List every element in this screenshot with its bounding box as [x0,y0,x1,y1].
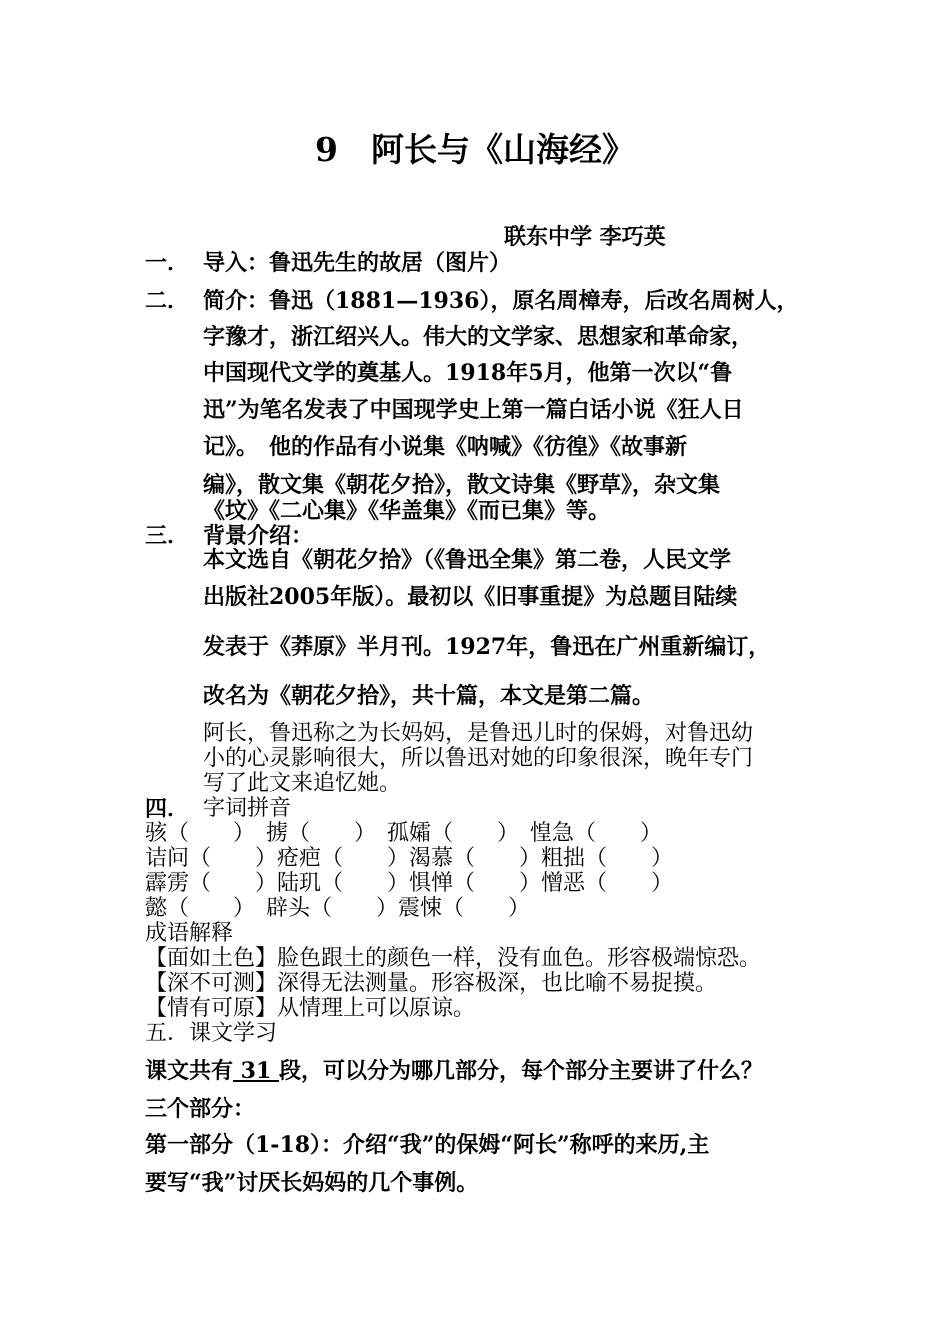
section-3-heading: 背景介绍： [203,523,314,549]
section-3-number: 三． [145,523,190,549]
section-4-number: 四． [145,796,190,822]
pinyin-row: 懿（ ） 辟头（ ）震悚（ ） [145,896,531,921]
background-line: 发表于《莽原》半月刊。1927年，鲁迅在广州重新编订， [203,634,771,660]
idiom-line: 【深不可测】深得无法测量。形容极深，也比喻不易捉摸。 [145,971,718,996]
section-5-heading: 五．课文学习 [145,1021,278,1046]
paragraph-count: 31 [233,1058,279,1084]
section-1-number: 一． [145,250,190,276]
intro-line: 编》，散文集《朝花夕拾》，散文诗集《野草》，杂文集 [203,472,721,498]
idiom-line: 【面如土色】脸色跟土的颜色一样，没有血色。形容极端惊恐。 [145,946,762,971]
intro-line: 字豫才，浙江绍兴人。伟大的文学家、思想家和革命家， [203,324,754,350]
intro-line: 《坟》《二心集》《华盖集》《而已集》等。 [203,498,611,524]
background-line: 小的心灵影响很大，所以鲁迅对她的印象很深，晚年专门 [203,746,754,771]
section-1-text: 导入：鲁迅先生的故居（图片） [203,250,512,276]
background-line: 出版社2005年版）。最初以《旧事重提》为总题目陆续 [203,584,738,610]
background-line: 改名为《朝花夕拾》，共十篇，本文是第二篇。 [203,683,655,709]
pinyin-row: 骇（ ） 掳（ ） 孤孀（ ） 惶急（ ） [145,821,663,846]
author-line: 联东中学 李巧英 [504,224,666,250]
intro-line: 迅”为笔名发表了中国现学史上第一篇白话小说《狂人日 [203,397,744,423]
parts-label: 三个部分： [145,1096,256,1122]
idiom-line: 【情有可原】从情理上可以原谅。 [145,996,476,1021]
intro-line: 中国现代文学的奠基人。1918年5月，他第一次以“鲁 [203,360,733,386]
intro-line: 简介：鲁迅（1881—1936），原名周樟寿，后改名周树人， [203,288,799,314]
pinyin-row: 霹雳（ ）陆玑（ ）惧惮（ ）憎恶（ ） [145,871,674,896]
background-line: 写了此文来追忆她。 [203,771,402,796]
question-line [145,1058,763,1084]
section-2-number: 二． [145,288,190,314]
section-4-heading: 字词拼音 [203,796,292,821]
part-one-line: 第一部分（1-18）：介绍“我”的保姆“阿长”称呼的来历,主 [145,1132,710,1158]
pinyin-row: 诘问（ ）疮疤（ ）渴慕（ ）粗拙（ ） [145,846,674,871]
question-suffix: 段，可以分为哪几部分，每个部分主要讲了什么？ [278,1058,763,1084]
part-one-line: 要写“我”讨厌长妈妈的几个事例。 [145,1170,479,1196]
page-title: 9 阿长与《山海经》 [315,130,635,169]
background-line: 本文选自《朝花夕拾》（《鲁迅全集》第二卷，人民文学 [203,547,732,573]
intro-line: 记》。 他的作品有小说集《呐喊》《彷徨》《故事新 [203,434,688,460]
background-line: 阿长，鲁迅称之为长妈妈，是鲁迅儿时的保姆，对鲁迅幼 [203,721,754,746]
question-prefix: 课文共有 [145,1058,234,1084]
idioms-heading: 成语解释 [145,921,234,946]
